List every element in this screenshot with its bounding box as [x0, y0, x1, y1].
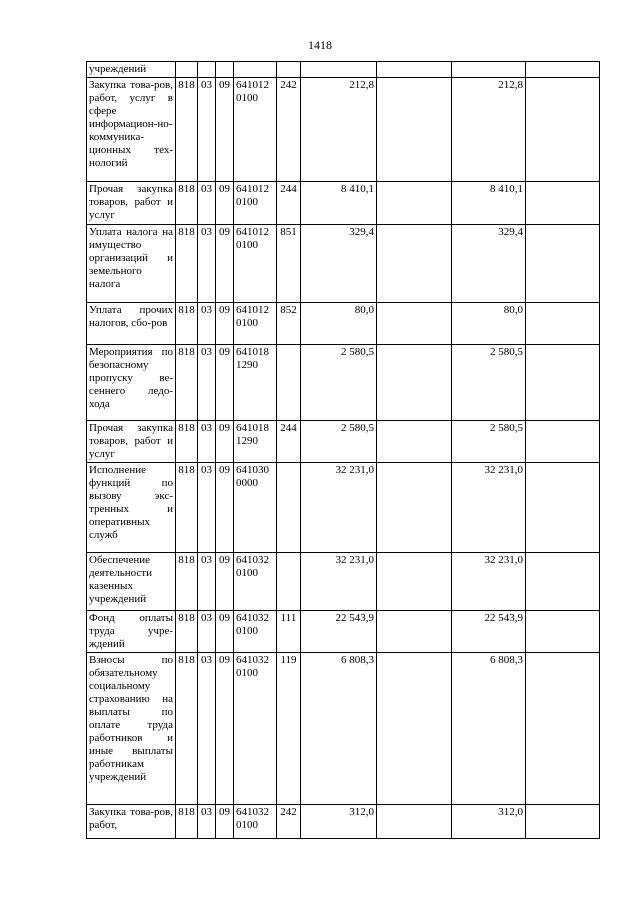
row-sum4-cell: [526, 553, 600, 611]
row-name-cell: Уплата налога на имущество организаций и земельного налога: [87, 225, 176, 303]
row-pr-cell: 09: [216, 611, 234, 653]
row-rz-cell: 03: [198, 78, 216, 182]
row-pr-cell: 09: [216, 463, 234, 553]
row-csr-cell: 641018 1290: [234, 421, 277, 463]
row-ved-cell: 818: [176, 805, 198, 839]
row-vr-cell: 244: [277, 421, 301, 463]
table-row: [87, 653, 600, 805]
row-name-cell: Прочая закупка товаров, работ и услуг: [87, 421, 176, 463]
row-sum4-cell: [526, 345, 600, 421]
row-sum4-cell: [526, 653, 600, 805]
row-rz-cell: 03: [198, 653, 216, 805]
row-sum4-cell: [526, 303, 600, 345]
row-sum1-cell: 32 231,0: [301, 553, 377, 611]
row-name-cell: учреждений: [87, 62, 176, 78]
row-sum3-cell: 80,0: [452, 303, 526, 345]
row-sum4-cell: [526, 805, 600, 839]
row-sum2-cell: [377, 553, 452, 611]
row-sum2-cell: [377, 225, 452, 303]
row-sum3-cell: 8 410,1: [452, 182, 526, 225]
row-sum1-cell: 312,0: [301, 805, 377, 839]
row-pr-cell: 09: [216, 225, 234, 303]
row-sum4-cell: [526, 182, 600, 225]
row-csr-cell: 641032 0100: [234, 553, 277, 611]
row-pr-cell: 09: [216, 345, 234, 421]
row-sum2-cell: [377, 653, 452, 805]
row-vr-cell: 852: [277, 303, 301, 345]
row-sum2-cell: [377, 805, 452, 839]
row-csr-cell: 641032 0100: [234, 805, 277, 839]
row-name-cell: Фонд оплаты труда учре-ждений: [87, 611, 176, 653]
row-rz-cell: 03: [198, 611, 216, 653]
row-name-cell: Прочая закупка товаров, работ и услуг: [87, 182, 176, 225]
row-ved-cell: [176, 62, 198, 78]
table-row: [87, 182, 600, 225]
row-csr-cell: 641032 0100: [234, 653, 277, 805]
row-sum3-cell: 22 543,9: [452, 611, 526, 653]
row-ved-cell: 818: [176, 182, 198, 225]
row-sum3-cell: 212,8: [452, 78, 526, 182]
row-rz-cell: [198, 62, 216, 78]
row-rz-cell: 03: [198, 225, 216, 303]
row-sum1-cell: 212,8: [301, 78, 377, 182]
row-ved-cell: 818: [176, 303, 198, 345]
row-name-cell: Уплата прочих налогов, сбо-ров: [87, 303, 176, 345]
row-csr-cell: 641012 0100: [234, 225, 277, 303]
row-ved-cell: 818: [176, 345, 198, 421]
row-sum2-cell: [377, 345, 452, 421]
row-name-cell: Закупка това-ров, работ, услуг в сфере информацион-но-коммуника-ционных тех-нологий: [87, 78, 176, 182]
row-vr-cell: [277, 62, 301, 78]
row-sum3-cell: 32 231,0: [452, 463, 526, 553]
row-sum3-cell: 2 580,5: [452, 421, 526, 463]
row-name-cell: Закупка това-ров, работ,: [87, 805, 176, 839]
table-row: [87, 611, 600, 653]
table-row: [87, 225, 600, 303]
row-ved-cell: 818: [176, 463, 198, 553]
row-sum2-cell: [377, 303, 452, 345]
row-rz-cell: 03: [198, 553, 216, 611]
row-vr-cell: 111: [277, 611, 301, 653]
row-sum1-cell: 8 410,1: [301, 182, 377, 225]
row-sum1-cell: 22 543,9: [301, 611, 377, 653]
row-pr-cell: 09: [216, 421, 234, 463]
row-pr-cell: 09: [216, 78, 234, 182]
row-csr-cell: 641030 0000: [234, 463, 277, 553]
row-sum1-cell: 6 808,3: [301, 653, 377, 805]
row-sum4-cell: [526, 421, 600, 463]
table-row: [87, 62, 600, 78]
row-sum2-cell: [377, 62, 452, 78]
row-sum1-cell: 32 231,0: [301, 463, 377, 553]
row-ved-cell: 818: [176, 653, 198, 805]
row-sum2-cell: [377, 182, 452, 225]
row-sum1-cell: 80,0: [301, 303, 377, 345]
table-row: [87, 463, 600, 553]
row-rz-cell: 03: [198, 345, 216, 421]
row-ved-cell: 818: [176, 225, 198, 303]
table-row: [87, 303, 600, 345]
row-csr-cell: [234, 62, 277, 78]
row-ved-cell: 818: [176, 421, 198, 463]
row-sum3-cell: 329,4: [452, 225, 526, 303]
row-ved-cell: 818: [176, 611, 198, 653]
row-name-cell: Исполнение функций по вызову экс-тренных и оперативных служб: [87, 463, 176, 553]
row-pr-cell: [216, 62, 234, 78]
row-sum4-cell: [526, 78, 600, 182]
row-sum1-cell: 2 580,5: [301, 345, 377, 421]
row-sum4-cell: [526, 611, 600, 653]
table-row: [87, 78, 600, 182]
row-pr-cell: 09: [216, 303, 234, 345]
row-pr-cell: 09: [216, 182, 234, 225]
budget-table: [86, 61, 600, 839]
row-pr-cell: 09: [216, 805, 234, 839]
table-row: [87, 805, 600, 839]
row-sum1-cell: 329,4: [301, 225, 377, 303]
row-vr-cell: [277, 463, 301, 553]
row-sum2-cell: [377, 463, 452, 553]
row-pr-cell: 09: [216, 653, 234, 805]
row-sum3-cell: 312,0: [452, 805, 526, 839]
row-sum3-cell: 6 808,3: [452, 653, 526, 805]
row-sum4-cell: [526, 463, 600, 553]
row-vr-cell: [277, 553, 301, 611]
row-sum3-cell: [452, 62, 526, 78]
row-vr-cell: 244: [277, 182, 301, 225]
row-vr-cell: 119: [277, 653, 301, 805]
row-sum4-cell: [526, 225, 600, 303]
row-vr-cell: [277, 345, 301, 421]
row-sum3-cell: 2 580,5: [452, 345, 526, 421]
row-ved-cell: 818: [176, 553, 198, 611]
row-csr-cell: 641012 0100: [234, 78, 277, 182]
table-row: [87, 421, 600, 463]
row-sum2-cell: [377, 78, 452, 182]
row-sum3-cell: 32 231,0: [452, 553, 526, 611]
row-sum1-cell: [301, 62, 377, 78]
row-rz-cell: 03: [198, 303, 216, 345]
row-sum2-cell: [377, 611, 452, 653]
row-name-cell: Мероприятия по безопасному пропуску ве-сеннего ледо-хода: [87, 345, 176, 421]
row-rz-cell: 03: [198, 421, 216, 463]
row-sum1-cell: 2 580,5: [301, 421, 377, 463]
row-csr-cell: 641032 0100: [234, 611, 277, 653]
row-name-cell: Взносы по обязательному социальному страхованию на выплаты по оплате труда работников и иные выплаты работникам учреждений: [87, 653, 176, 805]
row-vr-cell: 242: [277, 78, 301, 182]
row-name-cell: Обеспечение деятельности казенных учреждений: [87, 553, 176, 611]
row-ved-cell: 818: [176, 78, 198, 182]
row-vr-cell: 851: [277, 225, 301, 303]
row-sum2-cell: [377, 421, 452, 463]
table-row: [87, 553, 600, 611]
table-row: [87, 345, 600, 421]
row-sum4-cell: [526, 62, 600, 78]
row-csr-cell: 641018 1290: [234, 345, 277, 421]
row-rz-cell: 03: [198, 805, 216, 839]
row-csr-cell: 641012 0100: [234, 182, 277, 225]
row-csr-cell: 641012 0100: [234, 303, 277, 345]
page-number: 1418: [308, 38, 332, 52]
row-vr-cell: 242: [277, 805, 301, 839]
row-pr-cell: 09: [216, 553, 234, 611]
row-rz-cell: 03: [198, 463, 216, 553]
row-rz-cell: 03: [198, 182, 216, 225]
